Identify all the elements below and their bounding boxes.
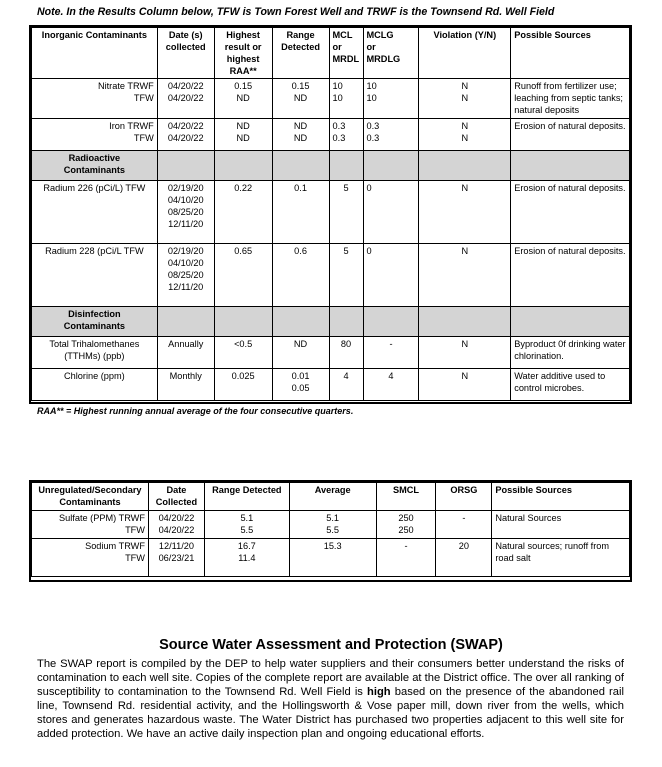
smcl-value: - [376, 539, 436, 577]
col-header: Highest result or highest RAA** [214, 28, 272, 79]
col-header: Inorganic Contaminants [32, 28, 158, 79]
col-header: Violation (Y/N) [419, 28, 511, 79]
col-header: ORSG [436, 483, 492, 511]
range-detected: 0.01 0.05 [272, 369, 329, 401]
possible-sources: Erosion of natural deposits. [511, 181, 630, 244]
possible-sources: Byproduct 0f drinking water chlorination. [511, 337, 630, 369]
possible-sources: Natural Sources [492, 511, 630, 539]
susceptibility-rating: high [367, 686, 391, 698]
col-header: Range Detected [204, 483, 289, 511]
raa-footnote: RAA** = Highest running annual average of the four consecutive quarters. [37, 406, 354, 416]
average-value: 5.1 5.5 [289, 511, 376, 539]
contaminant-name: Sulfate (PPM) TRWF TFW [32, 511, 149, 539]
date-collected: 02/19/20 04/10/20 08/25/20 12/11/20 [157, 244, 214, 307]
highest-result: 0.65 [214, 244, 272, 307]
col-header: Possible Sources [492, 483, 630, 511]
col-header: Unregulated/Secondary Contaminants [32, 483, 149, 511]
possible-sources: Water additive used to control microbes. [511, 369, 630, 401]
swap-paragraph [37, 657, 624, 741]
highest-result: 0.025 [214, 369, 272, 401]
date-collected: Annually [157, 337, 214, 369]
date-collected: 04/20/22 04/20/22 [148, 511, 204, 539]
range-detected: 0.6 [272, 244, 329, 307]
range-detected: 0.1 [272, 181, 329, 244]
unregulated-table [31, 482, 630, 577]
contaminant-name: Chlorine (ppm) [32, 369, 158, 401]
violation-value: N N [419, 119, 511, 151]
violation-value: N [419, 369, 511, 401]
date-collected: Monthly [157, 369, 214, 401]
mcl-value: 5 [329, 181, 363, 244]
contaminant-name: Radium 226 (pCi/L) TFW [32, 181, 158, 244]
table-row [32, 539, 630, 577]
section-row [32, 307, 630, 337]
orsg-value: - [436, 511, 492, 539]
mclg-value: 10 10 [363, 79, 419, 119]
highest-result: <0.5 [214, 337, 272, 369]
smcl-value: 250 250 [376, 511, 436, 539]
range-detected: ND [272, 337, 329, 369]
results-note: Note. In the Results Column below, TFW is Town Forest Well and TRWF is the Townsend Rd. Well Field [37, 6, 555, 18]
possible-sources: Erosion of natural deposits. [511, 119, 630, 151]
contaminant-name: Radium 228 (pCi/L TFW [32, 244, 158, 307]
swap-text-part-2: based on the presence of the abandoned rail line, Townsend Rd. residential activity, and the Hollingsworth & Vose paper mill, down river from the wells, which stores and generates hazardous waste. The Water District has purchased two properties adjacent to this well site for added protection. We have an active daily inspection plan and ongoing educational efforts. [37, 686, 624, 740]
range-detected: 5.1 5.5 [204, 511, 289, 539]
highest-result: 0.15 ND [214, 79, 272, 119]
violation-value: N [419, 181, 511, 244]
table-row [32, 119, 630, 151]
table-row [32, 181, 630, 244]
contaminant-name: Total Trihalomethanes (TTHMs) (ppb) [32, 337, 158, 369]
section-label: Disinfection Contaminants [32, 307, 158, 337]
table-row [32, 337, 630, 369]
mcl-value: 10 10 [329, 79, 363, 119]
range-detected: 16.7 11.4 [204, 539, 289, 577]
possible-sources: Erosion of natural deposits. [511, 244, 630, 307]
table-row [32, 369, 630, 401]
table-header-row [32, 28, 630, 79]
date-collected: 12/11/20 06/23/21 [148, 539, 204, 577]
possible-sources: Natural sources; runoff from road salt [492, 539, 630, 577]
mcl-value: 4 [329, 369, 363, 401]
col-header: SMCL [376, 483, 436, 511]
contaminant-name: Iron TRWF TFW [32, 119, 158, 151]
range-detected: 0.15 ND [272, 79, 329, 119]
mcl-value: 0.3 0.3 [329, 119, 363, 151]
date-collected: 02/19/20 04/10/20 08/25/20 12/11/20 [157, 181, 214, 244]
col-header: MCLG or MRDLG [363, 28, 419, 79]
swap-heading: Source Water Assessment and Protection (SWAP) [159, 637, 503, 653]
col-header: Date Collected [148, 483, 204, 511]
mcl-value: 80 [329, 337, 363, 369]
section-row [32, 151, 630, 181]
mclg-value: 0 [363, 181, 419, 244]
date-collected: 04/20/22 04/20/22 [157, 79, 214, 119]
orsg-value: 20 [436, 539, 492, 577]
mclg-value: 0 [363, 244, 419, 307]
unregulated-table-frame [29, 480, 632, 582]
possible-sources: Runoff from fertilizer use; leaching from septic tanks; natural deposits [511, 79, 630, 119]
average-value: 15.3 [289, 539, 376, 577]
violation-value: N [419, 337, 511, 369]
contaminants-table-frame [29, 25, 632, 404]
col-header: MCL or MRDL [329, 28, 363, 79]
swap-text-part-1: The SWAP report is compiled by the DEP to help water suppliers and their consumers better understand the risks of contamination to each well site. Copies of the complete report are available at the District office. The over all ranking of susceptibility to contamination to the Townsend Rd. Well Field is [37, 658, 624, 698]
contaminant-name: Sodium TRWF TFW [32, 539, 149, 577]
contaminant-name: Nitrate TRWF TFW [32, 79, 158, 119]
table-row [32, 79, 630, 119]
col-header: Possible Sources [511, 28, 630, 79]
date-collected: 04/20/22 04/20/22 [157, 119, 214, 151]
mclg-value: - [363, 337, 419, 369]
table-header-row [32, 483, 630, 511]
col-header: Date (s) collected [157, 28, 214, 79]
mclg-value: 4 [363, 369, 419, 401]
violation-value: N N [419, 79, 511, 119]
highest-result: 0.22 [214, 181, 272, 244]
contaminants-table [31, 27, 630, 401]
table-row [32, 511, 630, 539]
mclg-value: 0.3 0.3 [363, 119, 419, 151]
col-header: Range Detected [272, 28, 329, 79]
range-detected: ND ND [272, 119, 329, 151]
col-header: Average [289, 483, 376, 511]
section-label: Radioactive Contaminants [32, 151, 158, 181]
table-row [32, 244, 630, 307]
violation-value: N [419, 244, 511, 307]
mcl-value: 5 [329, 244, 363, 307]
highest-result: ND ND [214, 119, 272, 151]
